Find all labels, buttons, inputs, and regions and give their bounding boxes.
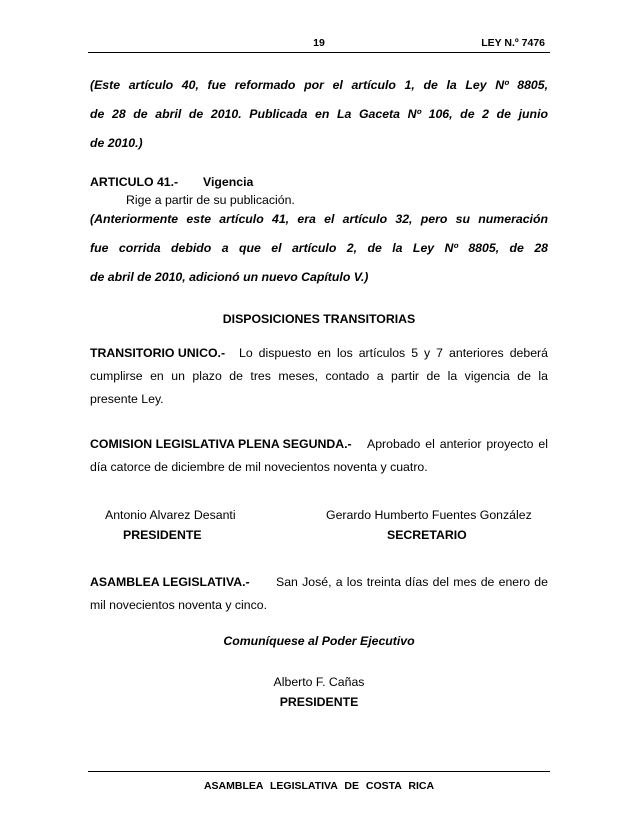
transitory-line-1: Lo dispuesto en los artículos 5 y 7 anteriores deberá	[239, 346, 548, 360]
article-41-note-line-2: fue corrida debido a que el artículo 2, de la Ley Nº 8805, de 28	[90, 241, 548, 255]
commission-line-2: día catorce de diciembre de mil novecientos noventa y cuatro.	[90, 460, 428, 474]
final-signature-role: PRESIDENTE	[279, 695, 359, 709]
commission-heading: COMISION LEGISLATIVA PLENA SEGUNDA.-	[90, 437, 352, 451]
signature-right-name: Gerardo Humberto Fuentes González	[326, 508, 532, 522]
transitory-line-2: cumplirse en un plazo de tres meses, contado a partir de la vigencia de la	[90, 369, 548, 383]
communique: Comuníquese al Poder Ejecutivo	[223, 634, 415, 648]
article-41-note-line-1: (Anteriormente este artículo 41, era el artículo 32, pero su numeración	[90, 212, 548, 226]
article-41-text: Rige a partir de su publicación.	[126, 193, 295, 207]
final-signature-name: Alberto F. Cañas	[273, 675, 365, 689]
header-rule	[88, 52, 550, 53]
assembly-line-1: San José, a los treinta días del mes de enero de	[276, 575, 548, 589]
page-number: 19	[313, 37, 325, 49]
article-41-heading: ARTICULO 41.-	[90, 175, 179, 189]
article-41-note-line-3: de abril de 2010, adicionó un nuevo Capítulo V.)	[90, 270, 369, 284]
signature-left-name: Antonio Alvarez Desanti	[105, 508, 236, 522]
transitory-line-3: presente Ley.	[90, 392, 164, 406]
law-reference: LEY N.º 7476	[481, 37, 545, 49]
transitory-heading: TRANSITORIO UNICO.-	[90, 346, 226, 360]
reform-note-40-line-2: de 28 de abril de 2010. Publicada en La Gaceta Nº 106, de 2 de junio	[90, 107, 548, 121]
article-41-title: Vigencia	[203, 175, 254, 189]
signature-right-role: SECRETARIO	[387, 528, 467, 542]
commission-line-1: Aprobado el anterior proyecto el	[367, 437, 548, 451]
reform-note-40-line-3: de 2010.)	[90, 136, 143, 150]
assembly-heading: ASAMBLEA LEGISLATIVA.-	[90, 575, 250, 589]
signature-left-role: PRESIDENTE	[123, 528, 202, 542]
reform-note-40-line-1: (Este artículo 40, fue reformado por el artículo 1, de la Ley Nº 8805,	[90, 78, 548, 92]
section-title-transitory: DISPOSICIONES TRANSITORIAS	[222, 312, 416, 326]
footer-text: ASAMBLEA LEGISLATIVA DE COSTA RICA	[203, 780, 435, 792]
footer-rule	[88, 771, 550, 772]
assembly-line-2: mil novecientos noventa y cinco.	[90, 598, 268, 612]
